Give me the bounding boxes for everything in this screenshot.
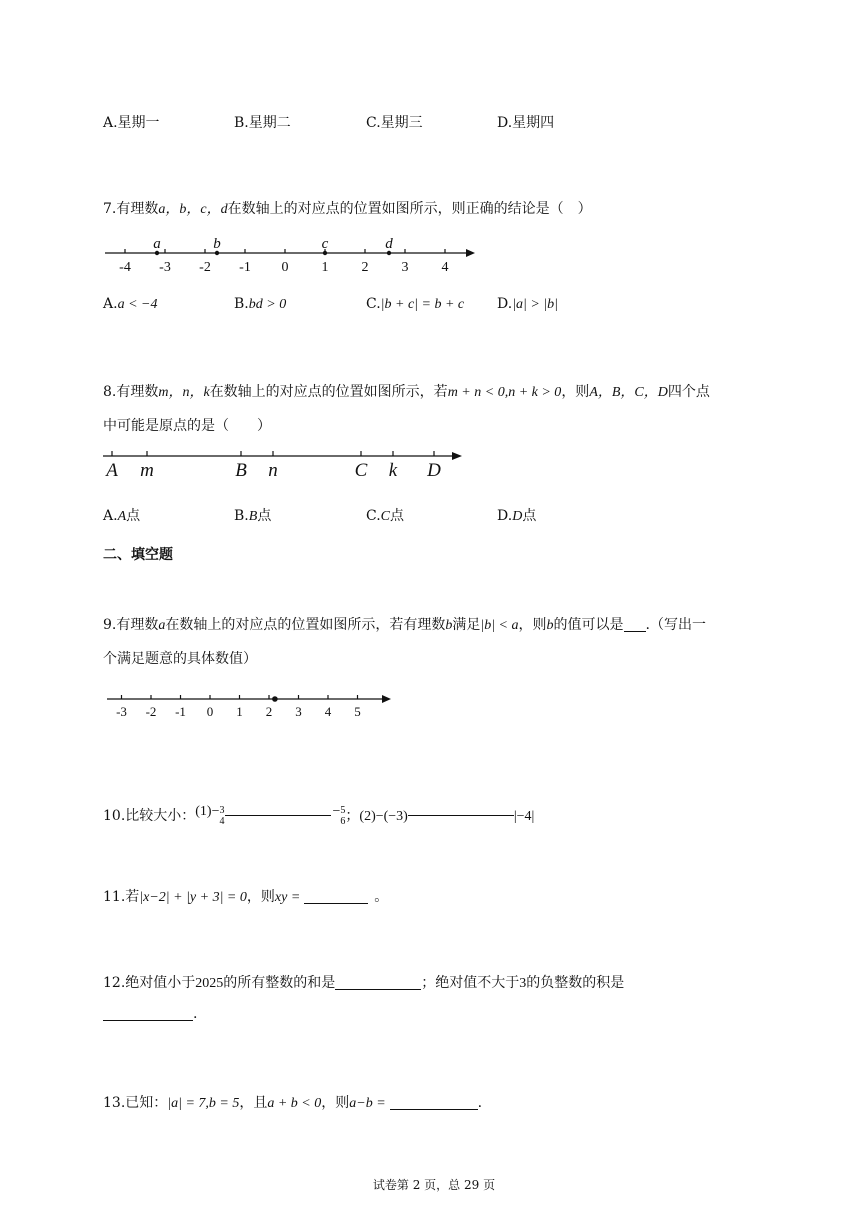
q6-option-c: C.星期三 xyxy=(366,115,423,131)
q9-stem-line2: 个满足题意的具体数值） xyxy=(103,651,257,667)
q7-option-c-letter: C. xyxy=(366,296,381,312)
q7-number-line xyxy=(100,228,480,278)
q11-answer-blank[interactable] xyxy=(304,889,368,904)
q8-option-c-var: C xyxy=(380,509,391,524)
page-footer: 试卷第 2 页，总 29 页 xyxy=(372,1178,496,1192)
q11-prefix: 11.若 xyxy=(103,889,140,905)
q8-option-b-tail: 点 xyxy=(257,508,272,524)
q8-option-b xyxy=(234,505,271,525)
q7-stem xyxy=(103,198,592,218)
q8-option-a xyxy=(103,505,140,525)
q11-ask: xy = xyxy=(274,890,301,905)
q9-tick-label: 5 xyxy=(354,704,361,719)
q13-answer-blank[interactable] xyxy=(390,1095,478,1110)
q8-stem-mid2: ，则 xyxy=(561,384,590,400)
q7-option-b xyxy=(234,296,286,313)
q7-tick-label: 1 xyxy=(321,260,329,275)
q10-frac2-den: 6 xyxy=(340,816,346,827)
q12-n1: 2025 xyxy=(195,976,224,991)
q7-point-label-c: c xyxy=(321,236,329,252)
q7-tick-label: 3 xyxy=(401,260,409,275)
q9-tick-label: -3 xyxy=(116,704,127,719)
q7-tick-label: -2 xyxy=(199,260,211,275)
q9-tick-label: -2 xyxy=(145,704,157,719)
q8-option-a-tail: 点 xyxy=(126,508,141,524)
q8-label-n: n xyxy=(268,460,278,481)
q9-var-a: a xyxy=(158,618,166,633)
q7-option-d xyxy=(497,296,558,313)
q7-tick-label: -3 xyxy=(159,260,171,275)
q10-part2-right: |−4| xyxy=(513,809,535,824)
q12-line1 xyxy=(103,972,624,992)
q7-option-a xyxy=(103,296,157,313)
q8-label-m: m xyxy=(140,460,154,481)
q7-point-label-b: b xyxy=(213,236,221,252)
q11-expr: |x−2| + |y + 3| = 0 xyxy=(139,890,247,905)
q7-tick-label: 0 xyxy=(281,260,289,275)
q9-tick-label: 2 xyxy=(265,704,273,719)
q6-option-b: B.星期二 xyxy=(234,115,291,131)
q7-option-d-letter: D. xyxy=(497,296,513,312)
q8-option-a-letter: A. xyxy=(103,508,118,524)
q10-blank-2[interactable] xyxy=(408,801,514,816)
q9-tick-label: -1 xyxy=(175,704,186,719)
q10-prefix: 10.比较大小： xyxy=(103,808,196,824)
q8-option-c-letter: C. xyxy=(366,508,381,524)
q9-p3: 满足 xyxy=(452,617,481,633)
q7-option-b-expr: bd > 0 xyxy=(248,297,287,312)
q8-label-D: D xyxy=(427,460,441,481)
q9-point-a xyxy=(272,696,278,702)
q8-option-d xyxy=(497,505,536,525)
q7-option-a-expr: a < −4 xyxy=(117,297,158,312)
q9-stem-line1 xyxy=(103,614,706,634)
q7-tick-label: 2 xyxy=(361,260,369,275)
q10-separator: ； xyxy=(345,808,360,824)
q10-blank-1[interactable] xyxy=(225,801,331,816)
q11-suffix: 。 xyxy=(374,889,389,905)
q7-option-b-letter: B. xyxy=(234,296,249,312)
q8-stem-mid: 在数轴上的对应点的位置如图所示，若 xyxy=(209,384,448,400)
q8-option-d-letter: D. xyxy=(497,508,513,524)
q10-part2: (2)−(−3) xyxy=(359,809,408,824)
q9-number-line xyxy=(100,688,400,724)
q11-line xyxy=(103,886,388,906)
q8-stem-line1 xyxy=(103,381,710,401)
q7-option-c xyxy=(366,296,464,313)
q7-option-a-letter: A. xyxy=(103,296,118,312)
q7-tick-label: -4 xyxy=(119,260,131,275)
q9-tick-label: 1 xyxy=(236,704,243,719)
q10-frac1-num: 3 xyxy=(219,805,225,816)
q8-number-line xyxy=(100,444,472,484)
q7-tick-label: 4 xyxy=(441,260,449,275)
q7-stem-suffix: 在数轴上的对应点的位置如图所示，则正确的结论是（ ） xyxy=(227,201,592,217)
q8-option-c xyxy=(366,505,404,525)
q8-option-c-tail: 点 xyxy=(390,508,405,524)
q12-blank-1[interactable] xyxy=(335,975,421,990)
q13-prefix: 13.已知： xyxy=(103,1095,168,1111)
q10-part1-label: (1)− xyxy=(195,804,220,819)
q7-point-label-d: d xyxy=(385,236,393,252)
q13-mid: ，且 xyxy=(239,1095,268,1111)
q13-mid2: ，则 xyxy=(321,1095,350,1111)
q9-var-b: b xyxy=(445,618,453,633)
q12-p2: 的所有整数的和是 xyxy=(223,975,336,991)
q8-label-k: k xyxy=(388,460,398,481)
q10-frac1-den: 4 xyxy=(219,816,225,827)
q9-tick-label: 3 xyxy=(295,704,302,719)
q7-axis-arrow xyxy=(466,249,475,257)
q8-option-a-var: A xyxy=(117,509,127,524)
q9-condition: |b| < a xyxy=(480,618,519,633)
q7-stem-prefix: 7.有理数 xyxy=(103,201,159,217)
q13-line xyxy=(103,1092,482,1112)
q6-option-a: A.星期一 xyxy=(103,115,160,131)
q13-end: . xyxy=(477,1095,483,1111)
q7-vars: a，b，c，d xyxy=(158,202,228,217)
q8-vars: m，n，k xyxy=(158,385,210,400)
q12-blank-2[interactable] xyxy=(103,1006,193,1021)
q13-expr: |a| = 7,b = 5 xyxy=(167,1096,240,1111)
q9-p1: 9.有理数 xyxy=(103,617,159,633)
q8-option-d-var: D xyxy=(512,509,523,524)
section2-title: 二、填空题 xyxy=(103,547,173,563)
q12-p4: 的负整数的积是 xyxy=(526,975,625,991)
q7-point-label-a: a xyxy=(153,236,161,252)
q13-condition: a + b < 0 xyxy=(267,1096,322,1111)
q10-line xyxy=(103,796,534,828)
q10-frac2-sign: − xyxy=(332,804,341,819)
q7-option-d-expr: |a| > |b| xyxy=(512,297,559,312)
q9-var-b2: b xyxy=(546,618,554,633)
q9-p4: ，则 xyxy=(518,617,547,633)
q8-stem-suffix: 四个点 xyxy=(667,384,710,400)
q8-label-A: A xyxy=(106,460,118,481)
q9-axis-arrow xyxy=(382,695,391,703)
q12-n2: 3 xyxy=(519,976,527,991)
q12-p1: 12.绝对值小于 xyxy=(103,975,196,991)
q8-option-b-var: B xyxy=(248,509,258,524)
q13-ask: a−b = xyxy=(349,1096,386,1111)
q6-option-d: D.星期四 xyxy=(497,115,555,131)
q9-p2: 在数轴上的对应点的位置如图所示，若有理数 xyxy=(165,617,446,633)
q8-points-list: A，B，C，D xyxy=(589,385,668,400)
q8-option-d-tail: 点 xyxy=(522,508,537,524)
q9-answer-blank[interactable] xyxy=(624,617,646,632)
q8-label-C: C xyxy=(354,460,368,481)
q9-p5: 的值可以是 xyxy=(553,617,624,633)
q8-axis-arrow xyxy=(452,452,462,460)
q8-stem-prefix: 8.有理数 xyxy=(103,384,159,400)
q11-mid: ，则 xyxy=(246,889,275,905)
q12-end: . xyxy=(193,1006,198,1022)
q7-option-c-expr: |b + c| = b + c xyxy=(380,297,465,312)
q7-tick-label: -1 xyxy=(239,260,251,275)
q8-option-b-letter: B. xyxy=(234,508,249,524)
q8-stem-line2: 中可能是原点的是（ ） xyxy=(103,418,271,434)
q9-tick-label: 0 xyxy=(206,704,214,719)
q12-p3: ；绝对值不大于 xyxy=(421,975,520,991)
q9-p6: .（写出一 xyxy=(645,617,706,633)
q9-tick-label: 4 xyxy=(324,704,332,719)
q10-frac2-num: 5 xyxy=(340,805,346,816)
q8-label-B: B xyxy=(235,460,247,481)
q12-line2 xyxy=(103,1006,197,1022)
q8-condition: m + n < 0,n + k > 0 xyxy=(447,385,562,400)
